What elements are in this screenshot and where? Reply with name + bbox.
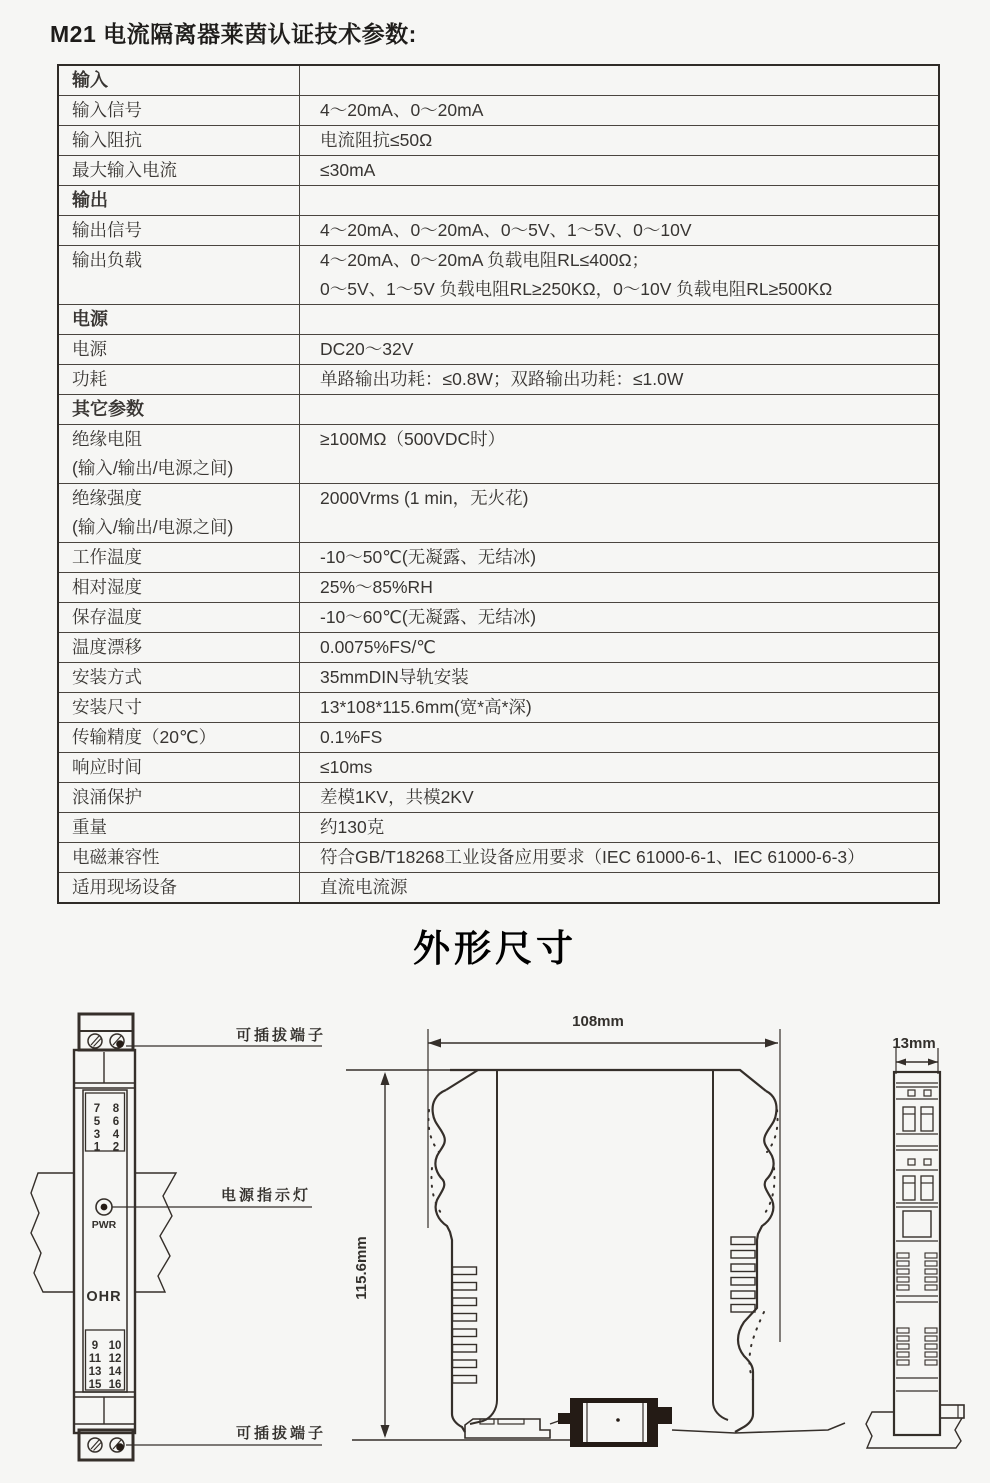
terminal-number: 1 bbox=[93, 1141, 101, 1154]
power-led bbox=[92, 1199, 117, 1231]
param-label bbox=[59, 395, 300, 424]
param-label-line: 浪涌保护 bbox=[72, 787, 142, 807]
param-label bbox=[59, 96, 300, 125]
param-value-line: ≤10ms bbox=[320, 757, 373, 777]
param-label-line: 绝缘强度 bbox=[72, 488, 142, 508]
param-label-line: 适用现场设备 bbox=[72, 877, 177, 897]
top-terminal-block bbox=[79, 1014, 133, 1050]
param-value-line: 0.0075%FS/℃ bbox=[320, 637, 436, 657]
table-row bbox=[59, 424, 938, 483]
param-value bbox=[300, 66, 938, 95]
section-row bbox=[59, 394, 938, 424]
param-value-line: 0.1%FS bbox=[320, 727, 383, 747]
din-clip bbox=[558, 1398, 672, 1447]
param-value bbox=[300, 723, 938, 752]
param-label-line: 相对湿度 bbox=[72, 577, 142, 597]
param-value bbox=[300, 843, 938, 872]
param-label bbox=[59, 246, 300, 304]
param-value bbox=[300, 96, 938, 125]
param-label-line: 电源 bbox=[72, 339, 107, 359]
param-value bbox=[300, 543, 938, 572]
param-value bbox=[300, 156, 938, 185]
param-label bbox=[59, 126, 300, 155]
param-label-line: 工作温度 bbox=[72, 547, 142, 567]
param-value bbox=[300, 663, 938, 692]
param-value bbox=[300, 813, 938, 842]
param-label-line: 输入 bbox=[72, 70, 108, 90]
param-label bbox=[59, 633, 300, 662]
param-label bbox=[59, 573, 300, 602]
table-row bbox=[59, 334, 938, 364]
param-value bbox=[300, 246, 938, 304]
param-label bbox=[59, 603, 300, 632]
param-label bbox=[59, 813, 300, 842]
param-label-line: 保存温度 bbox=[72, 607, 142, 627]
terminal-number: 14 bbox=[108, 1366, 122, 1378]
table-row bbox=[59, 662, 938, 692]
thickness-dimension-label: 13mm bbox=[892, 1035, 936, 1052]
param-label bbox=[59, 783, 300, 812]
table-row bbox=[59, 483, 938, 542]
param-value-line: 4～20mA、0～20mA bbox=[320, 100, 484, 120]
param-label-line: 绝缘电阻 bbox=[72, 429, 142, 449]
param-value-line: 4～20mA、0～20mA、0～5V、1～5V、0～10V bbox=[320, 220, 692, 240]
table-row bbox=[59, 722, 938, 752]
param-label-line: 输入阻抗 bbox=[72, 130, 142, 150]
terminal-number: 12 bbox=[108, 1353, 122, 1365]
param-value-line: ≥100MΩ（500VDC时） bbox=[320, 429, 506, 449]
param-label bbox=[59, 216, 300, 245]
param-label bbox=[59, 484, 300, 542]
param-label bbox=[59, 723, 300, 752]
param-value-line: 差模1KV，共模2KV bbox=[320, 787, 474, 807]
param-label bbox=[59, 663, 300, 692]
terminal-number: 10 bbox=[108, 1340, 122, 1352]
terminal-number: 7 bbox=[93, 1103, 101, 1115]
param-value bbox=[300, 873, 938, 902]
terminal-number-grid-top bbox=[86, 1093, 125, 1154]
outline-section-title: 外形尺寸 bbox=[413, 928, 577, 969]
param-value-line: -10～60℃(无凝露、无结冰) bbox=[320, 607, 537, 627]
terminal-number: 16 bbox=[108, 1379, 122, 1391]
param-value bbox=[300, 603, 938, 632]
terminal-screw bbox=[88, 1034, 102, 1048]
vent-slot-columns bbox=[897, 1253, 937, 1290]
param-label bbox=[59, 305, 300, 334]
param-value bbox=[300, 753, 938, 782]
param-value bbox=[300, 425, 938, 483]
table-row bbox=[59, 364, 938, 394]
param-value-line: 13*108*115.6mm(宽*高*深) bbox=[320, 697, 532, 717]
param-value bbox=[300, 395, 938, 424]
param-value-line: 直流电流源 bbox=[320, 877, 408, 897]
param-value bbox=[300, 573, 938, 602]
param-label bbox=[59, 693, 300, 722]
bottom-step-block bbox=[465, 1417, 570, 1438]
side-view-drawing bbox=[346, 1013, 845, 1447]
bottom-terminal-block bbox=[79, 1430, 133, 1460]
param-label-line: 输出信号 bbox=[72, 220, 142, 240]
param-label bbox=[59, 543, 300, 572]
param-value-line: 符合GB/T18268工业设备应用要求（IEC 61000-6-1、IEC 61000-6-3） bbox=[320, 847, 865, 867]
param-label bbox=[59, 156, 300, 185]
table-row bbox=[59, 632, 938, 662]
table-row bbox=[59, 782, 938, 812]
param-label bbox=[59, 753, 300, 782]
front-view-drawing bbox=[31, 1014, 326, 1460]
table-row bbox=[59, 572, 938, 602]
param-label-line: (输入/输出/电源之间) bbox=[72, 517, 234, 537]
terminal-slots bbox=[903, 1107, 933, 1131]
height-dimension-label: 115.6mm bbox=[353, 1236, 370, 1300]
vent-slots-right bbox=[731, 1237, 755, 1312]
terminal-number: 5 bbox=[93, 1116, 101, 1128]
param-value-line: 0～5V、1～5V 负载电阻RL≥250KΩ，0～10V 负载电阻RL≥500KΩ bbox=[320, 279, 833, 299]
table-row bbox=[59, 542, 938, 572]
terminal-number: 8 bbox=[112, 1103, 120, 1115]
section-row bbox=[59, 185, 938, 215]
param-value bbox=[300, 216, 938, 245]
table-row bbox=[59, 245, 938, 304]
param-label-line: 功耗 bbox=[72, 369, 107, 389]
terminal-slots bbox=[903, 1176, 933, 1200]
table-row bbox=[59, 842, 938, 872]
param-label-line: (输入/输出/电源之间) bbox=[72, 458, 234, 478]
param-label-line: 最大输入电流 bbox=[72, 160, 177, 180]
param-value bbox=[300, 126, 938, 155]
table-row bbox=[59, 215, 938, 245]
param-label bbox=[59, 873, 300, 902]
table-row bbox=[59, 125, 938, 155]
param-label-line: 其它参数 bbox=[72, 399, 144, 419]
terminal-screw bbox=[88, 1438, 102, 1452]
param-label-line: 输出负载 bbox=[72, 250, 142, 270]
param-label-line: 传输精度（20℃） bbox=[72, 727, 217, 747]
param-value-line: 约130克 bbox=[320, 817, 385, 837]
table-row bbox=[59, 602, 938, 632]
param-label bbox=[59, 843, 300, 872]
vent-slots-left bbox=[453, 1267, 477, 1383]
terminal-number-grid-bottom bbox=[86, 1330, 125, 1391]
param-value bbox=[300, 335, 938, 364]
table-row bbox=[59, 155, 938, 185]
table-row bbox=[59, 812, 938, 842]
pluggable-terminal-label-bottom: 可插拔端子 bbox=[236, 1425, 327, 1442]
param-label-line: 电源 bbox=[72, 309, 108, 329]
param-label-line: 安装方式 bbox=[72, 667, 142, 687]
terminal-number: 2 bbox=[112, 1141, 120, 1154]
param-label-line: 输出 bbox=[72, 190, 108, 210]
terminal-screw bbox=[110, 1438, 124, 1452]
table-row bbox=[59, 872, 938, 902]
param-value bbox=[300, 783, 938, 812]
param-label bbox=[59, 335, 300, 364]
param-value bbox=[300, 484, 938, 542]
param-label-line: 重量 bbox=[72, 817, 107, 837]
table-row bbox=[59, 692, 938, 722]
din-rail bbox=[31, 1173, 176, 1292]
param-value-line: DC20～32V bbox=[320, 339, 414, 359]
param-label bbox=[59, 365, 300, 394]
width-dimension-label: 108mm bbox=[572, 1013, 624, 1030]
param-label-line: 温度漂移 bbox=[72, 637, 142, 657]
terminal-number: 6 bbox=[112, 1116, 120, 1128]
param-value-line: ≤30mA bbox=[320, 160, 376, 180]
param-label-line: 电磁兼容性 bbox=[72, 847, 160, 867]
param-label-line: 输入信号 bbox=[72, 100, 142, 120]
param-label-line: 安装尺寸 bbox=[72, 697, 142, 717]
param-value bbox=[300, 305, 938, 334]
param-value-line: 单路输出功耗：≤0.8W；双路输出功耗：≤1.0W bbox=[320, 369, 684, 389]
param-label-line: 响应时间 bbox=[72, 757, 142, 777]
terminal-number: 11 bbox=[88, 1353, 102, 1365]
param-value-line: 2000Vrms (1 min，无火花) bbox=[320, 488, 529, 508]
terminal-number: 13 bbox=[88, 1366, 102, 1378]
param-value bbox=[300, 633, 938, 662]
page-title: M21 电流隔离器莱茵认证技术参数: bbox=[50, 21, 417, 47]
vent-slot-columns bbox=[897, 1328, 937, 1365]
brand-label: OHR bbox=[86, 1289, 122, 1305]
pwr-label: PWR bbox=[91, 1219, 117, 1231]
param-value-line: 4～20mA、0～20mA 负载电阻RL≤400Ω； bbox=[320, 250, 650, 270]
param-value-line: 25%～85%RH bbox=[320, 577, 433, 597]
param-value-line: 电流阻抗≤50Ω bbox=[320, 130, 433, 150]
table-row bbox=[59, 95, 938, 125]
param-value bbox=[300, 186, 938, 215]
param-label bbox=[59, 425, 300, 483]
outline-dimensions-drawing bbox=[0, 1000, 990, 1483]
param-value bbox=[300, 693, 938, 722]
param-value-line: -10～50℃(无凝露、无结冰) bbox=[320, 547, 537, 567]
section-row bbox=[59, 66, 938, 95]
terminal-number: 15 bbox=[88, 1379, 102, 1391]
table-row bbox=[59, 752, 938, 782]
terminal-number: 3 bbox=[93, 1129, 101, 1141]
section-row bbox=[59, 304, 938, 334]
terminal-number: 9 bbox=[91, 1340, 99, 1352]
param-label bbox=[59, 66, 300, 95]
power-indicator-label: 电源指示灯 bbox=[221, 1187, 312, 1204]
param-label bbox=[59, 186, 300, 215]
terminal-screw bbox=[110, 1034, 124, 1048]
pluggable-terminal-label-top: 可插拔端子 bbox=[236, 1027, 327, 1044]
param-value bbox=[300, 365, 938, 394]
end-view-drawing bbox=[866, 1035, 964, 1448]
spec-table bbox=[57, 64, 940, 904]
terminal-number: 4 bbox=[112, 1129, 120, 1141]
param-value-line: 35mmDIN导轨安装 bbox=[320, 667, 469, 687]
